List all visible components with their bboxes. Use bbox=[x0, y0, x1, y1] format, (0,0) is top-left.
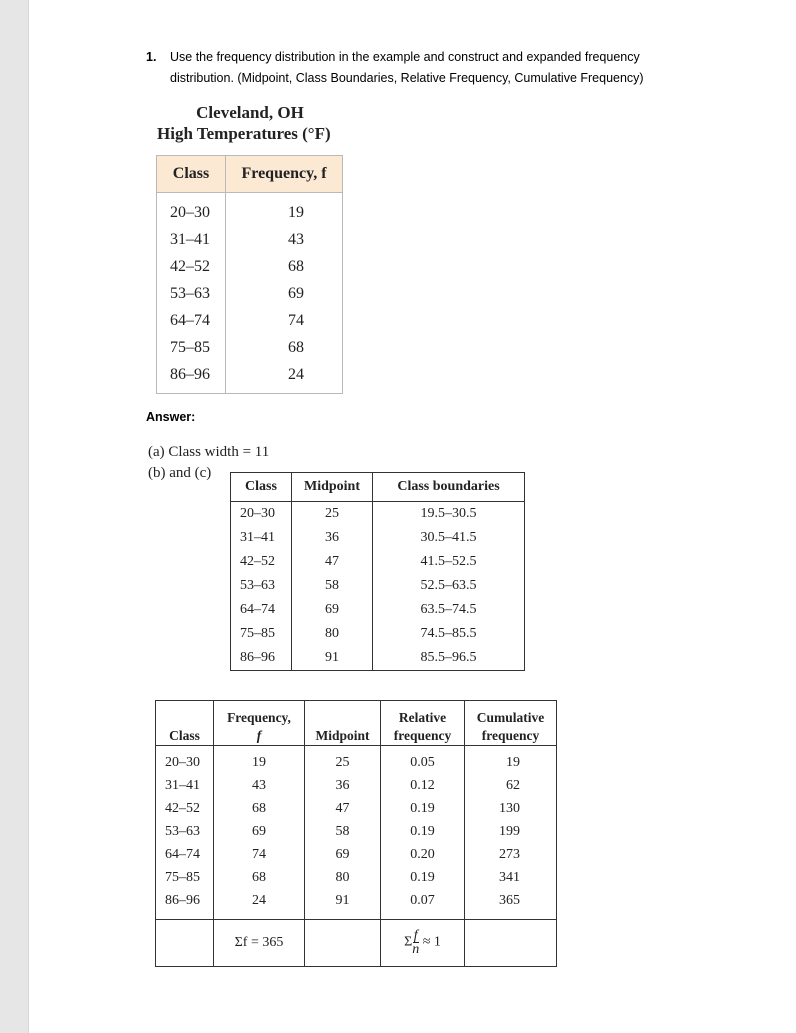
class-cell: 31–41 bbox=[156, 774, 214, 797]
relative-frequency-cell: 0.19 bbox=[381, 820, 465, 843]
class-cell: 53–63 bbox=[157, 280, 226, 307]
midpoint-cell: 58 bbox=[305, 820, 381, 843]
class-cell: 31–41 bbox=[231, 526, 292, 550]
table-header-row bbox=[231, 473, 525, 502]
midpoint-cell: 25 bbox=[292, 502, 373, 527]
question-text-line-2: distribution. (Midpoint, Class Boundaries, Relative Frequency, Cumulative Frequency) bbox=[170, 71, 644, 85]
left-page-margin bbox=[0, 0, 29, 1033]
class-cell: 86–96 bbox=[157, 361, 226, 394]
table-row bbox=[157, 193, 343, 227]
boundaries-cell: 30.5–41.5 bbox=[420, 530, 477, 545]
table-row bbox=[231, 526, 525, 550]
midpoint-cell: 25 bbox=[305, 746, 381, 775]
cumulative-frequency-cell: 341 bbox=[499, 869, 520, 885]
table-row bbox=[231, 646, 525, 671]
class-cell: 31–41 bbox=[157, 226, 226, 253]
header-frequency: Frequency, f bbox=[214, 701, 305, 746]
class-cell: 42–52 bbox=[156, 797, 214, 820]
frequency-cell: 68 bbox=[214, 797, 305, 820]
frequency-cell: 24 bbox=[214, 889, 305, 919]
table-row bbox=[157, 361, 343, 394]
class-cell: 64–74 bbox=[156, 843, 214, 866]
source-frequency-table bbox=[156, 155, 343, 394]
class-cell: 86–96 bbox=[231, 646, 292, 671]
relative-frequency-sum-cell: Σ $\frac{f}{n}$ ≈ 1 bbox=[381, 919, 465, 966]
class-width-line: (a) Class width = 11 bbox=[148, 444, 270, 460]
class-cell: 53–63 bbox=[231, 574, 292, 598]
frequency-cell: 74 bbox=[288, 311, 304, 329]
table-row bbox=[156, 774, 557, 797]
class-cell: 86–96 bbox=[156, 889, 214, 919]
class-cell: 20–30 bbox=[157, 193, 226, 227]
frequency-cell: 69 bbox=[214, 820, 305, 843]
frequency-cell: 68 bbox=[288, 338, 304, 356]
boundaries-cell: 63.5–74.5 bbox=[420, 602, 477, 617]
frequency-cell: 74 bbox=[214, 843, 305, 866]
frequency-cell: 43 bbox=[214, 774, 305, 797]
table-row bbox=[157, 307, 343, 334]
table-row bbox=[156, 889, 557, 919]
header-relative-frequency: Relative frequency bbox=[381, 701, 465, 746]
midpoint-cell: 80 bbox=[292, 622, 373, 646]
midpoint-cell: 91 bbox=[305, 889, 381, 919]
table-row bbox=[157, 226, 343, 253]
table-row bbox=[156, 797, 557, 820]
relative-frequency-cell: 0.20 bbox=[381, 843, 465, 866]
header-class: Class bbox=[156, 701, 214, 746]
relative-frequency-cell: 0.12 bbox=[381, 774, 465, 797]
cumulative-frequency-cell: 19 bbox=[506, 754, 520, 770]
table-row bbox=[231, 574, 525, 598]
cumulative-frequency-cell: 62 bbox=[506, 777, 520, 793]
empty-cell bbox=[465, 919, 557, 966]
relative-frequency-cell: 0.05 bbox=[381, 746, 465, 775]
class-cell: 75–85 bbox=[231, 622, 292, 646]
table-row bbox=[231, 598, 525, 622]
relative-frequency-cell: 0.07 bbox=[381, 889, 465, 919]
f-over-n-fraction: $\frac{f}{n}$ bbox=[412, 928, 420, 957]
table-header-row bbox=[156, 701, 557, 746]
relative-frequency-cell: 0.19 bbox=[381, 866, 465, 889]
midpoint-cell: 47 bbox=[305, 797, 381, 820]
frequency-sum-cell: Σf = 365 bbox=[214, 919, 305, 966]
table-row bbox=[156, 820, 557, 843]
midpoint-cell: 91 bbox=[292, 646, 373, 671]
header-frequency: Frequency, f bbox=[226, 156, 343, 193]
boundaries-cell: 74.5–85.5 bbox=[420, 626, 477, 641]
header-class-boundaries: Class boundaries bbox=[373, 473, 525, 502]
header-class: Class bbox=[231, 473, 292, 502]
boundaries-cell: 41.5–52.5 bbox=[420, 554, 477, 569]
table-header-row bbox=[157, 156, 343, 193]
class-boundaries-table bbox=[230, 472, 525, 671]
boundaries-cell: 85.5–96.5 bbox=[420, 650, 477, 665]
class-cell: 75–85 bbox=[157, 334, 226, 361]
question-number: 1. bbox=[146, 50, 157, 64]
cumulative-frequency-cell: 365 bbox=[499, 892, 520, 908]
table-row bbox=[156, 843, 557, 866]
parts-b-c-label: (b) and (c) bbox=[148, 465, 212, 481]
class-cell: 64–74 bbox=[231, 598, 292, 622]
cumulative-frequency-cell: 273 bbox=[499, 846, 520, 862]
cumulative-frequency-cell: 130 bbox=[499, 800, 520, 816]
answer-label: Answer: bbox=[146, 410, 196, 424]
table-row bbox=[231, 502, 525, 527]
frequency-cell: 68 bbox=[288, 257, 304, 275]
midpoint-cell: 69 bbox=[292, 598, 373, 622]
midpoint-cell: 36 bbox=[292, 526, 373, 550]
class-cell: 20–30 bbox=[156, 746, 214, 775]
cumulative-frequency-cell: 199 bbox=[499, 823, 520, 839]
header-midpoint: Midpoint bbox=[305, 701, 381, 746]
class-cell: 20–30 bbox=[231, 502, 292, 527]
header-midpoint: Midpoint bbox=[292, 473, 373, 502]
source-table-subtitle: High Temperatures (°F) bbox=[157, 124, 331, 143]
source-table-title: Cleveland, OH bbox=[196, 103, 304, 122]
frequency-cell: 19 bbox=[214, 746, 305, 775]
boundaries-cell: 19.5–30.5 bbox=[420, 506, 477, 521]
midpoint-cell: 80 bbox=[305, 866, 381, 889]
table-row bbox=[157, 280, 343, 307]
boundaries-cell: 52.5–63.5 bbox=[420, 578, 477, 593]
question-text-line-1: Use the frequency distribution in the example and construct and expanded frequency bbox=[170, 50, 640, 64]
midpoint-cell: 36 bbox=[305, 774, 381, 797]
frequency-cell: 68 bbox=[214, 866, 305, 889]
relative-frequency-cell: 0.19 bbox=[381, 797, 465, 820]
table-row bbox=[156, 866, 557, 889]
class-cell: 42–52 bbox=[157, 253, 226, 280]
empty-cell bbox=[305, 919, 381, 966]
table-row bbox=[157, 334, 343, 361]
class-cell: 64–74 bbox=[157, 307, 226, 334]
frequency-cell: 69 bbox=[288, 284, 304, 302]
frequency-cell: 43 bbox=[288, 230, 304, 248]
table-row bbox=[231, 622, 525, 646]
frequency-cell: 19 bbox=[288, 203, 304, 221]
class-cell: 75–85 bbox=[156, 866, 214, 889]
table-row bbox=[157, 253, 343, 280]
sum-row bbox=[156, 919, 557, 966]
midpoint-cell: 69 bbox=[305, 843, 381, 866]
expanded-frequency-table bbox=[155, 700, 557, 967]
empty-cell bbox=[156, 919, 214, 966]
header-class: Class bbox=[157, 156, 226, 193]
frequency-cell: 24 bbox=[288, 365, 304, 383]
midpoint-cell: 47 bbox=[292, 550, 373, 574]
table-row bbox=[156, 746, 557, 775]
header-cumulative-frequency: Cumulative frequency bbox=[465, 701, 557, 746]
midpoint-cell: 58 bbox=[292, 574, 373, 598]
class-cell: 42–52 bbox=[231, 550, 292, 574]
table-row bbox=[231, 550, 525, 574]
class-cell: 53–63 bbox=[156, 820, 214, 843]
